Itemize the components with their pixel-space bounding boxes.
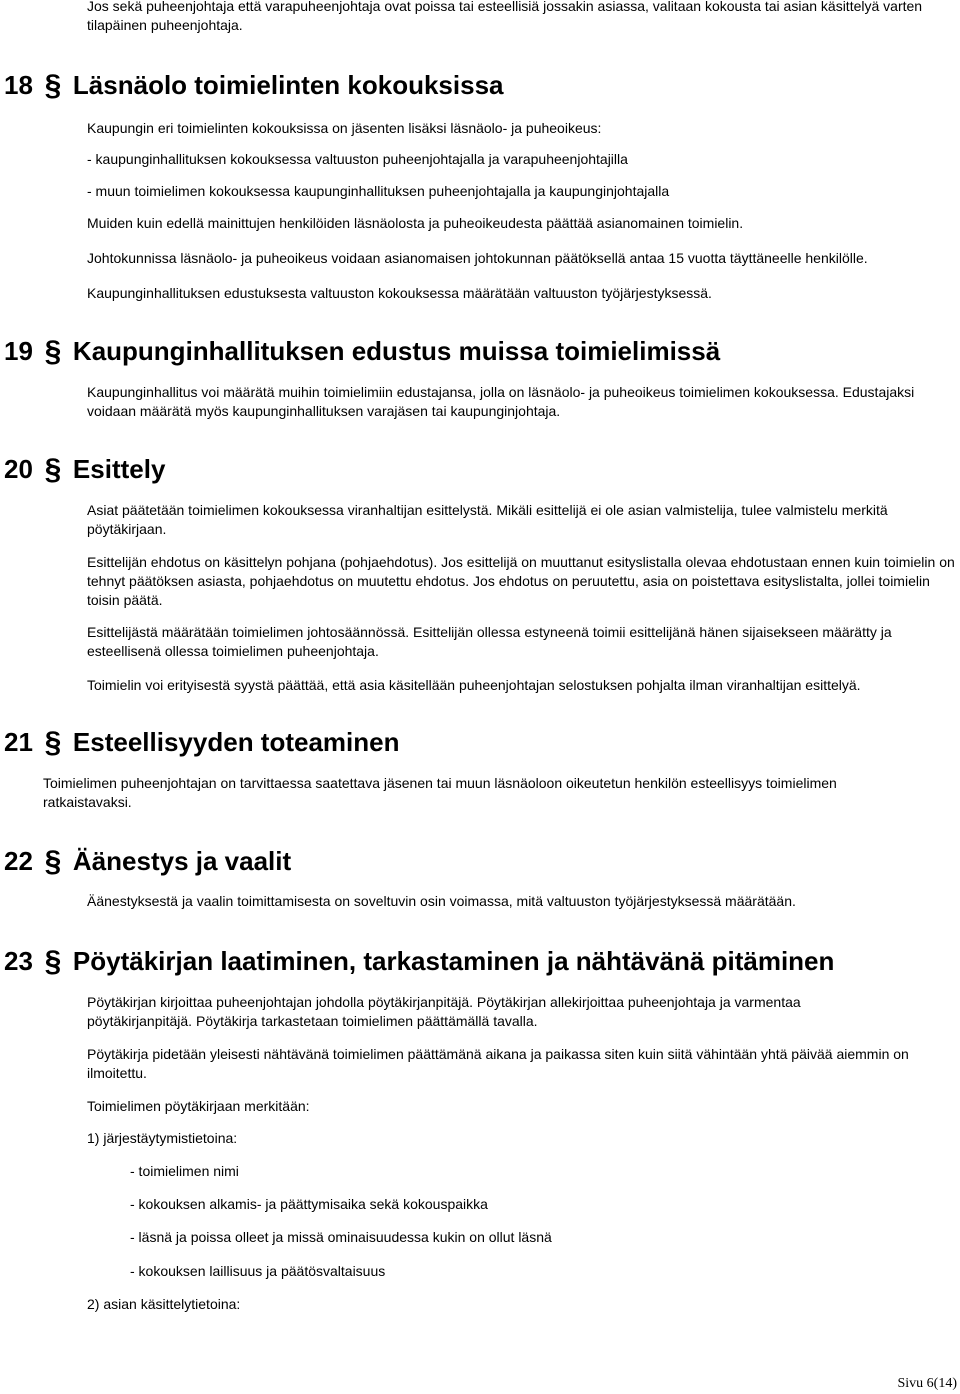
paragraph: Toimielin voi erityisestä syystä päättää, että asia käsitellään puheenjohtajan selostuksen pohjalta ilman viranhaltijan esittelyä. xyxy=(87,677,861,693)
section-sign-icon xyxy=(42,945,64,977)
list-item: - kokouksen alkamis- ja päättymisaika sekä kokouspaikka xyxy=(130,1196,488,1212)
section-18-heading xyxy=(4,69,503,101)
paragraph: Kaupunginhallituksen edustuksesta valtuuston kokouksessa määrätään valtuuston työjärjestyksessä. xyxy=(87,285,712,301)
paragraph: Esittelijän ehdotus on käsittelyn pohjana (pohjaehdotus). Jos esittelijä on muuttanut esityslistalla olevaa ehdotustaan ennen kuin toimielin on tehnyt päätöksen asiasta, pohjaehdotus on muutettu ehdotus. Jos ehdotus on peruutettu, asia on poistettava esityslistalta, jollei toimielin toisin päätä. xyxy=(87,554,955,608)
section-title: Kaupunginhallituksen edustus muissa toimielimissä xyxy=(72,336,721,366)
list-item: - kokouksen laillisuus ja päätösvaltaisuus xyxy=(130,1263,386,1279)
section-title: Esteellisyyden toteaminen xyxy=(72,727,400,757)
section-title: Pöytäkirjan laatiminen, tarkastaminen ja nähtävänä pitäminen xyxy=(72,946,835,976)
svg-text:§: § xyxy=(44,726,62,758)
section-20-heading xyxy=(4,453,165,485)
section-22-heading xyxy=(4,845,291,877)
section-title: Läsnäolo toimielinten kokouksissa xyxy=(72,70,504,100)
section-number: 19 xyxy=(4,336,33,366)
paragraph: Pöytäkirja pidetään yleisesti nähtävänä toimielimen päättämänä aikana ja paikassa siten kuin siitä vähintään yhtä päivää aiemmin on ilmoitettu. xyxy=(87,1046,909,1081)
intro-paragraph: Jos sekä puheenjohtaja että varapuheenjohtaja ovat poissa tai esteellisiä jossakin asiassa, valitaan kokousta tai asian käsittelyä varten tilapäinen puheenjohtaja. xyxy=(87,0,923,33)
section-23-heading xyxy=(4,945,834,977)
paragraph: Esittelijästä määrätään toimielimen johtosäännössä. Esittelijän ollessa estyneenä toimii esittelijänä hänen sijaisekseen määrätty ja esteellisenä ollessa toimielimen puheenjohtaja. xyxy=(87,624,892,659)
section-sign-icon xyxy=(42,335,64,367)
section-sign-icon xyxy=(42,845,64,877)
svg-text:§: § xyxy=(44,69,62,101)
section-title: Äänestys ja vaalit xyxy=(72,846,292,876)
paragraph: Toimielimen pöytäkirjaan merkitään: xyxy=(87,1098,310,1114)
paragraph: Asiat päätetään toimielimen kokouksessa viranhaltijan esittelystä. Mikäli esittelijä ei ole asian valmistelija, tulee valmistelu merkitä pöytäkirjaan. xyxy=(87,502,888,537)
paragraph: Johtokunnissa läsnäolo- ja puheoikeus voidaan asianomaisen johtokunnan päätöksellä antaa 15 vuotta täyttäneelle henkilölle. xyxy=(87,250,868,266)
paragraph: Kaupunginhallitus voi määrätä muihin toimielimiin edustajansa, jolla on läsnäolo- ja puheoikeus toimielimen kokouksessa. Edustajaksi voidaan määrätä myös kaupunginhallituksen varajäsen tai kaupunginjohtaja. xyxy=(87,384,915,419)
paragraph: 1) järjestäytymistietoina: xyxy=(87,1130,238,1146)
svg-text:§: § xyxy=(44,845,62,877)
paragraph: - muun toimielimen kokouksessa kaupunginhallituksen puheenjohtajalla ja kaupunginjohtajalla xyxy=(87,183,670,199)
section-number: 20 xyxy=(4,454,33,484)
page-number: Sivu 6(14) xyxy=(897,1376,957,1391)
svg-text:§: § xyxy=(44,945,62,977)
paragraph: Muiden kuin edellä mainittujen henkilöiden läsnäolosta ja puheoikeudesta päättää asianomainen toimielin. xyxy=(87,215,744,231)
svg-text:§: § xyxy=(44,335,62,367)
paragraph: Äänestyksestä ja vaalin toimittamisesta on soveltuvin osin voimassa, mitä valtuuston työjärjestyksessä määrätään. xyxy=(87,893,796,909)
paragraph: 2) asian käsittelytietoina: xyxy=(87,1296,241,1312)
list-item: - läsnä ja poissa olleet ja missä ominaisuudessa kukin on ollut läsnä xyxy=(130,1229,552,1245)
section-sign-icon xyxy=(42,69,64,101)
paragraph: Kaupungin eri toimielinten kokouksissa on jäsenten lisäksi läsnäolo- ja puheoikeus: xyxy=(87,120,602,136)
section-number: 18 xyxy=(4,70,33,100)
paragraph: Pöytäkirjan kirjoittaa puheenjohtajan johdolla pöytäkirjanpitäjä. Pöytäkirjan allekirjoittaa puheenjohtaja ja varmentaa pöytäkirjanpitäjä. Pöytäkirja tarkastetaan toimielimen päättämällä tavalla. xyxy=(87,994,801,1029)
section-title: Esittely xyxy=(72,454,166,484)
paragraph: - kaupunginhallituksen kokouksessa valtuuston puheenjohtajalla ja varapuheenjohtajilla xyxy=(87,151,628,167)
section-sign-icon xyxy=(42,453,64,485)
section-19-heading xyxy=(4,335,720,367)
section-number: 22 xyxy=(4,846,33,876)
section-21-heading xyxy=(4,726,399,758)
section-number: 21 xyxy=(4,727,33,757)
list-item: - toimielimen nimi xyxy=(130,1163,239,1179)
svg-text:§: § xyxy=(44,453,62,485)
section-number: 23 xyxy=(4,946,33,976)
section-sign-icon xyxy=(42,726,64,758)
paragraph: Toimielimen puheenjohtajan on tarvittaessa saatettava jäsenen tai muun läsnäoloon oikeutetun henkilön esteellisyys toimielimen ratkaistavaksi. xyxy=(43,775,837,810)
